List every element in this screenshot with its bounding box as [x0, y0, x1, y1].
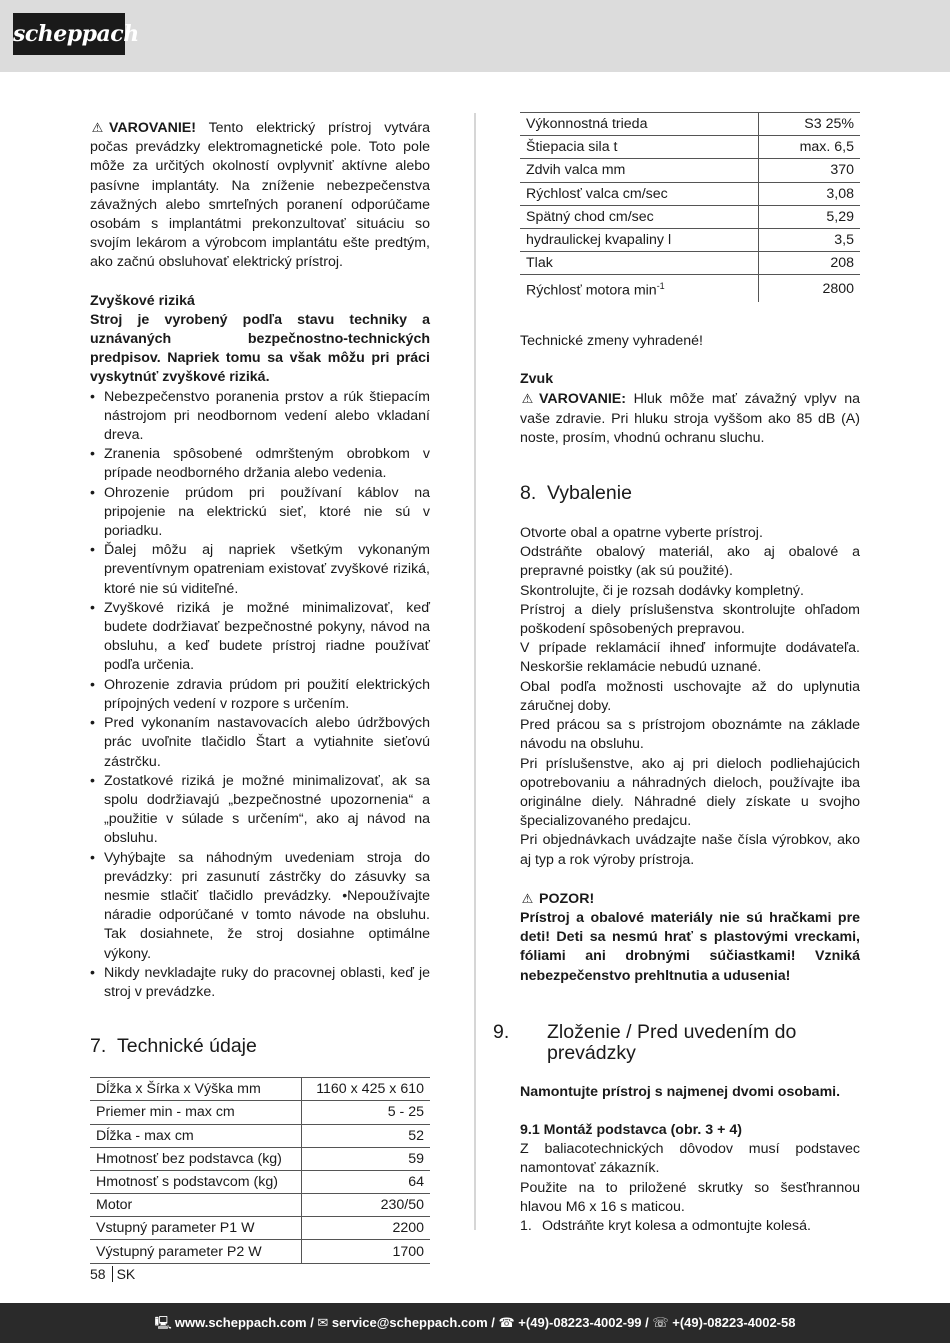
tech-data-table-continued [520, 112, 860, 302]
warning-text: Tento elektrický prístroj vytvára počas prevádzky elektromagnetické pole. Toto pole môže za určitých okolností ovplyvniť aktívne alebo pasívne implantáty. Na zníženie nebezpečenstva závažných alebo smrteľných poranení odporúčame osobám s implantátmi prekonzultovať situáciu so svojím lekárom a výrobcom implantátu ešte predtým, ako začnú obsluhovať elektrický prístroj. [90, 120, 431, 271]
table-row: Zdvih valca mm 370 [520, 159, 860, 182]
left-column [90, 118, 430, 1264]
monitor-icon: 🖳 [154, 1315, 172, 1330]
assembly-lead: Namontujte prístroj s najmenej dvomi osobami. [520, 1083, 841, 1100]
unpack-paragraph: Pri príslušenstve, ako aj pri dieloch podliehajúcich opotrebovaniu a náhradných dieloch, používajte iba originálne diely. Náhradné diely získate u svojho špecializovaného predajcu. [520, 755, 860, 830]
caution-label: POZOR! [539, 890, 595, 907]
sound-title: Zvuk [520, 371, 554, 388]
list-item: • Ďalej môžu aj napriek všetkým vykonaným preventívnym opatreniam existovať zvyškové riziká, ktoré nie sú viditeľné. [90, 542, 430, 597]
tech-changes-note: Technické zmeny vyhradené! [520, 333, 703, 350]
step-text: Odstráňte kryt kolesa a odmontujte kolesá. [542, 1217, 811, 1234]
table-row: Výstupný parameter P2 W 1700 [90, 1240, 430, 1263]
section-7-heading: 7. Technické údaje [90, 1035, 257, 1058]
unpack-paragraph: Pred prácou sa s prístrojom oboznámte na základe návodu na obsluhu. [520, 717, 860, 753]
table-row: Výkonnostná trieda S3 25% [520, 113, 860, 136]
page-header [0, 0, 950, 72]
assembly-subtitle: 9.1 Montáž podstavca (obr. 3 + 4) [520, 1121, 742, 1138]
unpack-paragraph: Pri objednávkach uvádzajte naše čísla výrobkov, ako aj typ a rok výroby prístroja. [520, 832, 860, 868]
brand-logo: scheppach [13, 13, 125, 55]
footer-divider [112, 1266, 113, 1282]
table-row: Vstupný parameter P1 W 2200 [90, 1217, 430, 1240]
warning-triangle-icon: ⚠ [521, 391, 534, 407]
unpack-paragraph: Odstráňte obalový materiál, ako aj obalové a prepravné poistky (ak sú použité). [520, 544, 860, 580]
list-item: • Nebezpečenstvo poranenia prstov a rúk štiepacím nástrojom pri neodbornom vedení alebo vkladaní dreva. [90, 388, 430, 444]
warning-triangle-icon: ⚠ [521, 890, 534, 906]
assembly-paragraph: Použite na to priložené skrutky so šesťhrannou hlavou M6 x 16 s maticou. [520, 1179, 860, 1215]
table-row: Hmotnosť s podstavcom (kg) 64 [90, 1170, 430, 1193]
page-number: 58 [90, 1266, 106, 1282]
warning-text: Hluk môže mať závažný vplyv na vaše zdravie. Pri hluku stroja vyššom ako 85 dB (A) noste, prosím, vhodnú ochranu sluchu. [520, 391, 860, 446]
assembly-paragraph: Z baliacotechnických dôvodov musí podstavec namontovať zákazník. [520, 1141, 860, 1177]
list-item: • Zranenia spôsobené odmršteným obrobkom v prípade neodborného držania alebo vedenia. [90, 446, 430, 482]
right-column [493, 112, 860, 1236]
unpack-paragraph: Otvorte obal a opatrne vyberte prístroj. [520, 525, 763, 542]
warning-label: VAROVANIE! [109, 120, 196, 136]
section-9-heading: 9. Zloženie / Pred uvedením do prevádzky [493, 1020, 797, 1064]
unpack-paragraph: Obal podľa možnosti uschovajte až do uplynutia záručnej doby. [520, 678, 860, 714]
contact-line: www.scheppach.com / ✉ service@scheppach.com / ☎ +(49)-08223-4002-99 / ☏ +(49)-08223-4002-58 [174, 1315, 796, 1330]
column-divider [474, 113, 476, 1230]
list-item: • Ohrozenie zdravia prúdom pri použití elektrických prípojných vedení v rozpore s určením. [90, 676, 430, 712]
list-item: • Nikdy nevkladajte ruky do pracovnej oblasti, keď je stroj v prevádzke. [90, 964, 430, 1000]
warning-triangle-icon: ⚠ [91, 120, 104, 135]
table-row: Dĺžka x Šírka x Výška mm 1160 x 425 x 610 [90, 1078, 430, 1101]
caution-text: Prístroj a obalové materiály nie sú hračkami pre deti! Deti sa nesmú hrať s plastovými vreckami, fóliami ani drobnými súčiastkami! Vzniká nebezpečenstvo prehltnutia a udusenia! [520, 909, 860, 984]
list-item: • Vyhýbajte sa náhodným uvedeniam stroja do prevádzky: pri zasunutí zástrčky do zásuvky sa nesmie stlačiť tlačidlo prevádzky. •Nepoužívajte náradie odporúčané v tomto návode na obsluhu. Tak dosiahnete, že stroj dosiahne optimálne výkony. [90, 849, 430, 962]
risks-list [90, 388, 430, 1003]
em-field-warning [90, 118, 430, 273]
language-code: SK [116, 1266, 136, 1282]
table-row: Tlak 208 [520, 252, 860, 275]
step-number: 1. [520, 1217, 532, 1234]
tech-data-table [90, 1077, 430, 1264]
unpack-paragraph: Skontrolujte, či je rozsah dodávky kompletný. [520, 582, 804, 599]
unpack-paragraph: V prípade reklamácií ihneď informujte dodávateľa. Neskoršie reklamácie nebudú uznané. [520, 640, 860, 676]
list-item: • Pred vykonaním nastavovacích alebo údržbových prác uvoľnite tlačidlo Štart a vytiahnite sieťovú zástrčku. [90, 715, 430, 770]
table-row: Štiepacia sila t max. 6,5 [520, 136, 860, 159]
warning-label: VAROVANIE: [539, 391, 626, 408]
table-row: hydraulickej kvapaliny l 3,5 [520, 228, 860, 251]
unpack-paragraph: Prístroj a diely príslušenstva skontrolujte ohľadom poškodení spôsobených prepravou. [520, 601, 860, 638]
contact-footer [0, 1303, 950, 1343]
table-row: Motor 230/50 [90, 1194, 430, 1217]
table-row: Rýchlosť valca cm/sec 3,08 [520, 182, 860, 205]
caution-label-line [520, 889, 860, 909]
table-row: Priemer min - max cm 5 - 25 [90, 1101, 430, 1124]
table-row: Hmotnosť bez podstavca (kg) 59 [90, 1147, 430, 1170]
assembly-step [520, 1217, 860, 1236]
risks-intro: Stroj je vyrobený podľa stavu techniky a uznávaných bezpečnostno-technických predpisov. Napriek tomu sa však môžu pri práci vyskytnúť zvyškové riziká. [90, 311, 430, 386]
list-item: • Zostatkové riziká je možné minimalizovať, ak sa spolu dodržiavajú „bezpečnostné upozornenia“ a „použitie v súlade s určením“, ako aj návod na obsluhu. [90, 772, 430, 847]
table-row: Spätný chod cm/sec 5,29 [520, 205, 860, 228]
table-row: Dĺžka - max cm 52 [90, 1124, 430, 1147]
table-row: Rýchlosť motora $\min^{-1}$ 2800 [520, 275, 860, 302]
risks-title: Zvyškové riziká [90, 292, 195, 309]
page-number-area [90, 1265, 135, 1284]
unit-superscript: -1 [656, 281, 665, 292]
list-item: • Ohrozenie prúdom pri používaní káblov na pripojenie na elektrickú sieť, ktoré nie sú v poriadku. [90, 484, 430, 540]
section-8-heading: 8. Vybalenie [520, 482, 632, 505]
sound-warning [520, 389, 860, 448]
list-item: • Zvyškové riziká je možné minimalizovať, keď budete dodržiavať bezpečnostné pokyny, návod na obsluhu, a keď budete prístroj riadne používať podľa určenia. [90, 599, 430, 674]
